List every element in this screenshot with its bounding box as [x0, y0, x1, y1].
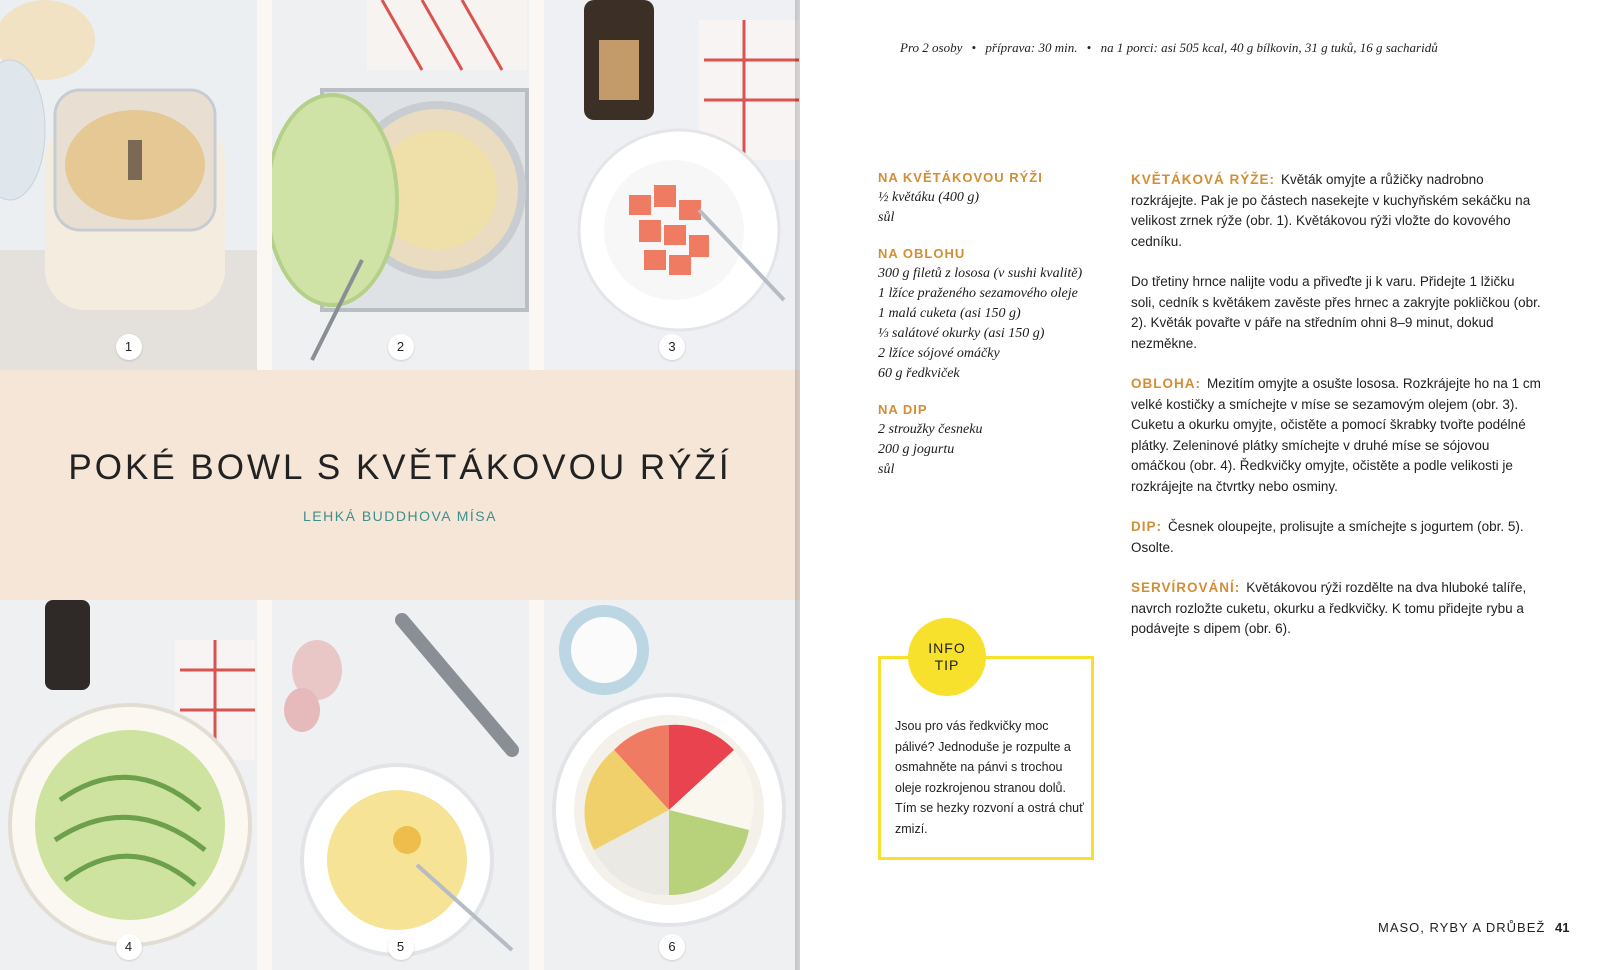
poke-bowl-illustration: [544, 600, 800, 970]
step-paragraph: [1131, 517, 1541, 558]
step-text: Česnek oloupejte, prolisujte a smíchejte s jogurtem (obr. 5). Osolte.: [1131, 519, 1524, 555]
ingredient-heading: NA DIP: [878, 402, 928, 417]
ingredient-item: 2 stroužky česneku: [878, 422, 983, 437]
step-text: Do třetiny hrnce nalijte vodu a přiveďte ji k varu. Přidejte 1 lžičku soli, cedník s květákem zavěste přes hrnec a zakryjte pokličkou (obr. 2). Květák povařte v páře na středním ohni 8–9 minut, dokud nezměkne.: [1131, 274, 1541, 351]
step-photo-5: [272, 600, 529, 970]
info-tip-text: Jsou pro vás ředkvičky moc pálivé? Jednoduše je rozpulte a osmahněte na pánvi s trochou oleje rozkrojenou stranou dolů. Tím se hezky rozvoní a ostrá chuť zmizí.: [895, 719, 1084, 836]
ingredient-item: sůl: [878, 210, 895, 225]
badge-line: TIP: [934, 657, 960, 673]
separator-dot: •: [1086, 40, 1092, 55]
step-photo-1: [0, 0, 257, 370]
ingredient-list: [878, 420, 1108, 480]
ingredient-list: [878, 188, 1108, 228]
ingredient-item: 60 g ředkviček: [878, 366, 960, 381]
step-label: SERVÍROVÁNÍ:: [1131, 580, 1241, 595]
step-photo-6: [544, 600, 800, 970]
nutrition: na 1 porci: asi 505 kcal, 40 g bílkovin, 31 g tuků, 16 g sacharidů: [1100, 40, 1438, 55]
ingredient-item: 200 g jogurtu: [878, 442, 955, 457]
yogurt-dip-illustration: [272, 600, 529, 970]
footer-section-title: MASO, RYBY A DRŮBEŽ: [1378, 920, 1546, 935]
photo-number: 1: [116, 334, 142, 360]
photo-number: 6: [659, 934, 685, 960]
step-photo-4: [0, 600, 257, 970]
step-label: DIP:: [1131, 519, 1162, 534]
step-text: Mezitím omyjte a osušte lososa. Rozkrájejte ho na 1 cm velké kostičky a smíchejte v míse se sezamovým olejem (obr. 3). Cuketu a okurku omyjte, očistěte a pomocí škrabky tvořte podélné plátky. Zeleninové plátky smíchejte v druhé míse se sójovou omáčkou (obr. 4). Ředkvičky omyjte, očistěte a podle velikosti je rozkrájejte na čtvrtky nebo osminy.: [1131, 376, 1541, 494]
cucumber-bowl-illustration: [0, 600, 257, 970]
steaming-sieve-illustration: [272, 0, 529, 370]
ingredient-item: 2 lžíce sójové omáčky: [878, 346, 1000, 361]
step-paragraph: [1131, 170, 1541, 252]
photo-number: 3: [659, 334, 685, 360]
step-text: Květák omyjte a růžičky nadrobno rozkrájejte. Pak je po částech nasekejte v kuchyňském sekáčku na velikost zrnek rýže (obr. 1). Květákovou rýži vložte do kovového cedníku.: [1131, 172, 1531, 249]
ingredient-item: ½ květáku (400 g): [878, 190, 980, 205]
recipe-subtitle: LEHKÁ BUDDHOVA MÍSA: [303, 508, 497, 524]
ingredient-item: 300 g filetů z lososa (v sushi kvalitě): [878, 266, 1083, 281]
step-photo-3: [544, 0, 800, 370]
photo-number: 4: [116, 934, 142, 960]
step-paragraph: [1131, 578, 1541, 640]
info-tip-badge: [908, 618, 986, 696]
salmon-bowl-illustration: [544, 0, 800, 370]
step-label: OBLOHA:: [1131, 376, 1201, 391]
ingredient-list: [878, 264, 1108, 384]
method-steps: [1131, 170, 1541, 660]
recipe-meta: [900, 40, 1540, 56]
ingredient-item: ⅓ salátové okurky (asi 150 g): [878, 326, 1045, 341]
ingredients: [878, 170, 1108, 498]
step-text: Květákovou rýži rozdělte na dva hluboké talíře, navrch rozložte cuketu, okurku a ředkvičky. K tomu přidejte rybu a podávejte s dipem (obr. 6).: [1131, 580, 1527, 636]
ingredient-item: sůl: [878, 462, 895, 477]
recipe-title: POKÉ BOWL S KVĚTÁKOVOU RÝŽÍ: [68, 448, 732, 487]
step-paragraph: [1131, 374, 1541, 497]
step-label: KVĚTÁKOVÁ RÝŽE:: [1131, 172, 1276, 187]
ingredient-item: 1 lžíce praženého sezamového oleje: [878, 286, 1078, 301]
photo-number: 5: [388, 934, 414, 960]
step-photo-2: [272, 0, 529, 370]
food-processor-illustration: [0, 0, 257, 370]
badge-line: INFO: [928, 640, 966, 656]
ingredient-heading: NA OBLOHU: [878, 246, 966, 261]
prep-time: příprava: 30 min.: [985, 40, 1078, 55]
separator-dot: •: [971, 40, 977, 55]
page-number: 41: [1555, 920, 1570, 935]
ingredient-heading: NA KVĚTÁKOVOU RÝŽI: [878, 170, 1043, 185]
photo-number: 2: [388, 334, 414, 360]
servings: Pro 2 osoby: [900, 40, 963, 55]
step-paragraph: [1131, 272, 1541, 354]
ingredient-item: 1 malá cuketa (asi 150 g): [878, 306, 1021, 321]
